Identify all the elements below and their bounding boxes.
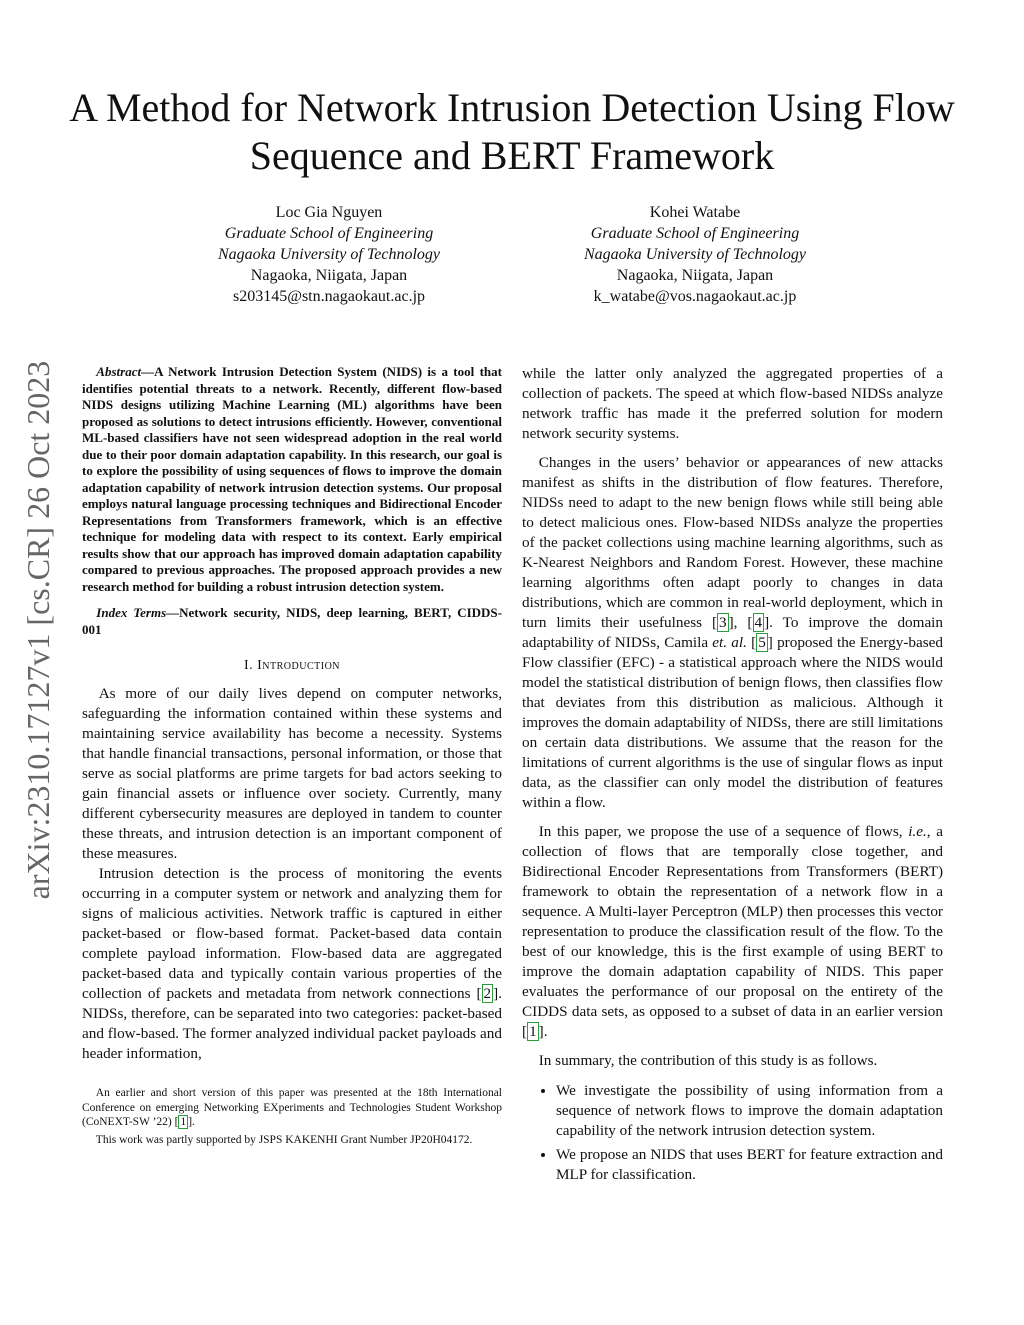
- text-run: Intrusion detection is the process of monitoring the events occurring in a computer system or network and analyzing them for signs of malicious activities. Network traffic is captured in either packet-based or flow-based format. Packet-based data contain complete payload information. Flow-based data are aggregated packet-based data and typically contain various properties of the collection of packets and metadata from network connections [: [82, 865, 502, 1002]
- right-paragraph-2: [522, 453, 943, 813]
- author-block-1: [149, 202, 509, 307]
- footnote-earlier-version: [82, 1086, 502, 1130]
- author-university: Nagaoka University of Technology: [583, 246, 807, 263]
- citation-link[interactable]: 5: [758, 634, 766, 651]
- text-run: ], [: [728, 614, 753, 631]
- citation-link[interactable]: 3: [719, 614, 727, 631]
- text-run: Changes in the users’ behavior or appearances of new attacks manifest as shifts in the distribution of flow features. Therefore, NIDSs need to adapt to the new benign flows while still being able to detect malicious ones. Flow-based NIDSs analyze the properties of the packet collections using machine learning algorithms, such as K-Nearest Neighbors and Random Forest. However, these machine learning algorithms often adapt poorly to changes in data distributions, which are common in real-world deployment, which in turn limits their usefulness [: [522, 454, 943, 631]
- author-name: Loc Gia Nguyen: [275, 204, 383, 221]
- text-run: [: [746, 634, 757, 651]
- author-university: Nagaoka University of Technology: [217, 246, 441, 263]
- abstract-text: —A Network Intrusion Detection System (NIDS) is a tool that identifies potential threats to a network. Recently, different flow-based NIDS designs utilizing Machine Learning (ML) algorithms have been proposed as solutions to detect intrusions efficiently. However, conventional ML-based classifiers have not seen widespread adoption in the real world due to their poor domain adaptation capability. In this research, our goal is to explore the possibility of using sequences of flows to improve the domain adaptation capability of network intrusion detection systems. Our proposal employs natural language processing techniques and Bidirectional Encoder Representations from Transformers framework, which is an effective technique for modeling data with respect to its context. Early empirical results show that our approach has improved domain adaptation capability compared to previous approaches. The proposed approach provides a new research method for building a robust intrusion detection system.: [82, 364, 502, 594]
- right-paragraph-1: while the latter only analyzed the aggregated properties of a collection of packets. The speed at which flow-based NIDSs analyze network traffic has made it the preferred solution for modern network security systems.: [522, 365, 943, 442]
- index-terms-label: Index Terms: [96, 605, 167, 620]
- abstract: [82, 364, 502, 595]
- right-paragraph-3: [522, 822, 943, 1042]
- author-name: Kohei Watabe: [649, 204, 741, 221]
- citation-link[interactable]: 4: [754, 614, 763, 631]
- paper-title: A Method for Network Intrusion Detection Using Flow Sequence and BERT Framework: [69, 85, 955, 178]
- footnotes: [82, 1086, 502, 1147]
- author-department: Graduate School of Engineering: [224, 225, 434, 242]
- text-run: ].: [538, 1023, 548, 1040]
- section-number: I.: [243, 658, 254, 673]
- author-email: s203145@stn.nagaokaut.ac.jp: [232, 288, 426, 305]
- intro-paragraph-1: As more of our daily lives depend on computer networks, safeguarding the information contained within these systems and maintaining service availability has become a necessity. Systems that handle financial transactions, personal information, or those that serve as social platforms are prime targets for bad actors seeking to gain financial assets or influence over society. Currently, many different cybersecurity measures are deployed in tandem to counter these threats, and intrusion detection is an important component of these measures.: [82, 685, 502, 862]
- list-item: • We investigate the possibility of using information from a sequence of network flows to improve the domain adaptation capability of the network intrusion detection system.: [556, 1081, 943, 1141]
- contribution-list: [522, 1081, 943, 1185]
- arxiv-identifier: arXiv:2310.17127v1 [cs.CR] 26 Oct 2023: [20, 360, 56, 900]
- text-run-italic: i.e.: [908, 823, 927, 840]
- author-email: k_watabe@vos.nagaokaut.ac.jp: [593, 288, 797, 305]
- footnote-funding: This work was partly supported by JSPS KAKENHI Grant Number JP20H04172.: [95, 1133, 473, 1146]
- text-run: An earlier and short version of this paper was presented at the 18th International Conference on emerging Networking EXperiments and Technologies Student Workshop (CoNEXT-SW ’22) [: [82, 1087, 502, 1128]
- text-run: , a collection of flows that are temporally close together, and Bidirectional Encoder Representations from Transformers (BERT) framework to obtain the representation of a network flow in a sequence. A Multi-layer Perceptron (MLP) then processes this vector representation to produce the classification result of the flow. To the best of our knowledge, this is the first example of using BERT to improve the domain adaptation capability of NIDS. This paper evaluates the performance of our proposal on the entirety of the CIDDS data sets, as opposed to a subset of data in an earlier version [: [522, 823, 943, 1040]
- citation-link[interactable]: 1: [529, 1023, 537, 1040]
- right-paragraph-4: In summary, the contribution of this study is as follows.: [538, 1052, 878, 1069]
- text-run: ] proposed the Energy-based Flow classifier (EFC) - a statistical approach where the NIDS would model the statistical distribution of benign flows, then classifies flow that deviates from this distribution as malicious. Although it improves the domain adaptability of NIDSs, there are still limitations on certain data distributions. We assume that the reason for the limitations of current algorithms is the use of singular flows as input data, as the classifier can only model the distribution of features within a flow.: [522, 634, 944, 811]
- author-location: Nagaoka, Niigata, Japan: [616, 267, 774, 284]
- text-run: ].: [188, 1116, 195, 1128]
- right-column: [522, 364, 943, 1189]
- left-column: [82, 364, 502, 1147]
- text-run: ]. To improve the domain adaptability of NIDSs, Camila: [522, 614, 943, 651]
- author-location: Nagaoka, Niigata, Japan: [250, 267, 408, 284]
- section-title: Introduction: [257, 658, 341, 673]
- index-terms: [82, 605, 502, 638]
- intro-paragraph-2: [82, 864, 502, 1064]
- author-block-2: [515, 202, 875, 307]
- abstract-label: Abstract: [96, 364, 142, 379]
- citation-link[interactable]: 2: [483, 985, 492, 1002]
- text-run-italic: et. al.: [712, 634, 747, 651]
- index-terms-text: —Network security, NIDS, deep learning, BERT, CIDDS-001: [82, 605, 502, 637]
- text-run: In this paper, we propose the use of a sequence of flows,: [538, 823, 909, 840]
- citation-link[interactable]: 1: [180, 1116, 187, 1128]
- author-department: Graduate School of Engineering: [590, 225, 800, 242]
- list-item: • We propose an NIDS that uses BERT for feature extraction and MLP for classification.: [556, 1145, 943, 1185]
- text-run: ]. NIDSs, therefore, can be separated into two categories: packet-based and flow-based. The former analyzed individual packet payloads and header information,: [82, 985, 502, 1062]
- section-heading-introduction: [82, 656, 502, 676]
